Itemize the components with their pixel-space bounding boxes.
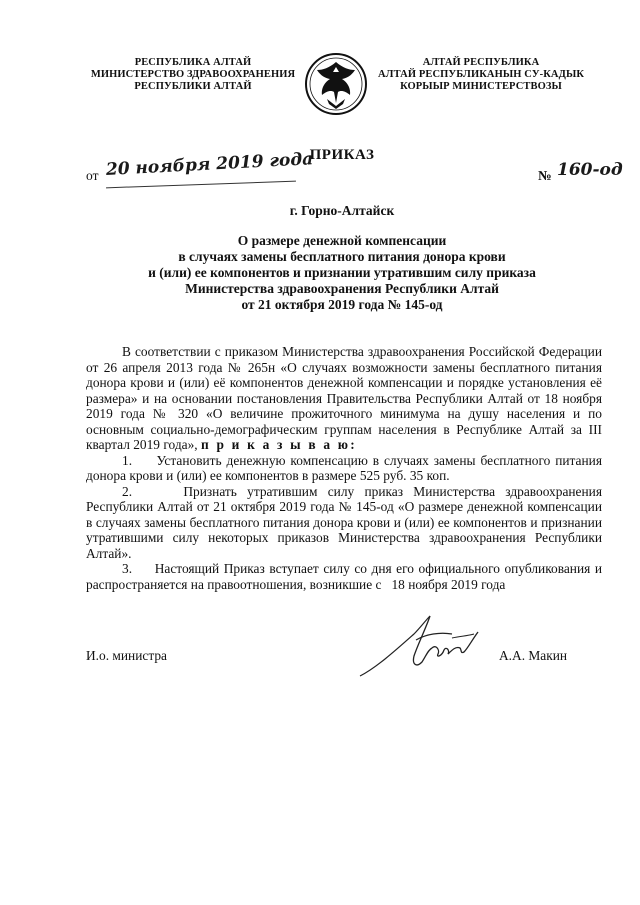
- preamble-text: В соответствии с приказом Министерства здравоохранения Российской Федерации от 26 апреля 2013 года № 265н «О случаях возможности замены бесплатного питания донора крови и (или) её компонентов денежной компенсации и порядке установления её размера» и на основании постановления Правительства Республики Алтай от 18 ноября 2019 года № 320 «О величине прожиточного минимума на душу населения и по основным социально-демографическим группам населения в Республике Алтай за III квартал 2019 года»,: [86, 344, 602, 452]
- header-left: [88, 57, 298, 93]
- preamble-paragraph: [86, 344, 602, 453]
- altai-emblem-icon: [303, 48, 369, 120]
- handwritten-signature-icon: [356, 610, 496, 680]
- signatory-name: А.А. Макин: [499, 648, 568, 663]
- title-line-2: в случаях замены бесплатного питания донора крови: [178, 249, 506, 264]
- order-item-3: 3. Настоящий Приказ вступает силу со дня его официального опубликования и распространяется на правоотношения, возникшие с 18 ноября 2019 года: [86, 561, 602, 592]
- order-item-2: 2. Признать утратившим силу приказ Министерства здравоохранения Республики Алтай от 21 октября 2019 года № 145-од «О размере денежной компенсации в случаях замены бесплатного питания донора крови и (или) ее компонентов и признании утратившими силу некоторых приказов Министерства здравоохранения Республики Алтай».: [86, 483, 602, 561]
- date-underline: [106, 181, 296, 189]
- date-prefix: от: [86, 168, 99, 183]
- document-type: ПРИКАЗ: [309, 147, 375, 163]
- title-line-1: О размере денежной компенсации: [237, 233, 447, 248]
- title-line-4: Министерства здравоохранения Республики Алтай: [185, 281, 499, 296]
- number-handwritten: 160-од: [557, 160, 623, 180]
- title-line-3: и (или) ее компонентов и признании утратившим силу приказа: [148, 265, 536, 280]
- header-right-line-2: АЛТАЙ РЕСПУБЛИКАНЫН СУ-КАДЫК: [378, 69, 585, 80]
- order-item-1: 1. Установить денежную компенсацию в случаях замены бесплатного питания донора крови и (или) ее компонентов в размере 525 руб. 35 коп.: [86, 452, 602, 483]
- header-left-line-2: МИНИСТЕРСТВО ЗДРАВООХРАНЕНИЯ: [90, 69, 296, 80]
- order-word: п р и к а з ы в а ю:: [200, 437, 357, 452]
- header-right: [378, 57, 584, 93]
- title-line-5: от 21 октября 2019 года № 145-од: [241, 297, 443, 312]
- header-right-line-3: КОРЫЫР МИНИСТЕРСТВОЗЫ: [400, 81, 562, 92]
- header-right-line-1: АЛТАЙ РЕСПУБЛИКА: [422, 57, 540, 68]
- signatory-position: И.о. министра: [86, 648, 167, 663]
- city: г. Горно-Алтайск: [289, 203, 395, 218]
- date-handwritten: 20 ноября 2019 года: [105, 149, 314, 180]
- number-prefix: №: [538, 168, 552, 183]
- header-left-line-3: РЕСПУБЛИКИ АЛТАЙ: [134, 81, 252, 92]
- header-left-line-1: РЕСПУБЛИКА АЛТАЙ: [134, 57, 252, 68]
- document-body: [86, 344, 602, 592]
